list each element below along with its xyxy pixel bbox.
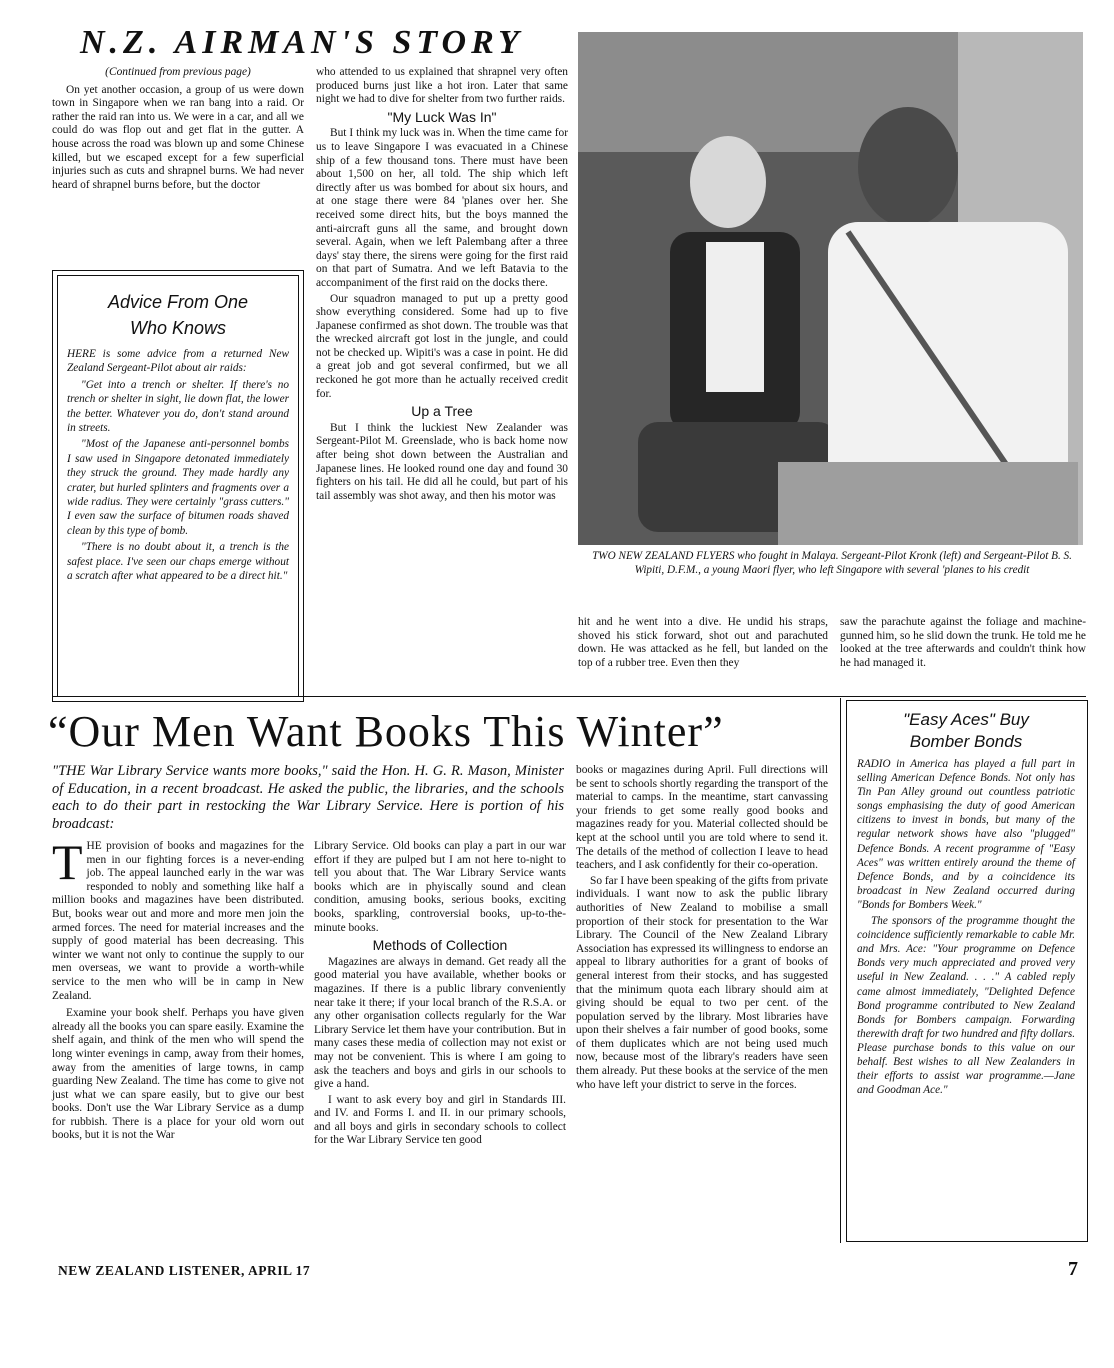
advice-title-line1: Advice From One [107,292,249,312]
aces-paragraph: The sponsors of the programme thought the coincidence sufficiently remarkable to cable Mr. and Mrs. Ace: "Your programme on Defence Bonds very much appreciated and proved very useful in New Zealand. . . ." A cabled reply came almost immediately, "Delighted Defence Bond programme contributed to New Zealand Bonds for Bombers campaign. Forwarding therewith draft for two hundred and fifty dollars. Please purchase bonds to this value on our behalf. Best wishes to all New Zealanders in their efforts to assist war programme.—Jane and Goodman Ace." [857,915,1075,1097]
books-paragraph: Magazines are always in demand. Get ready all the good material you have available, whether books or magazines. If there is a public library conveniently near take it there; if your local branch of the R.S.A. or any other organisation collects regularly for the War Library Service let them have your contribution. But in many cases these media of collection may not exist or may not be convenient. This is where I am going to ask the teachers and boys and girls in our schools to give a hand. [314,955,566,1091]
flyers-photo [578,32,1083,545]
advice-paragraph: "There is no doubt about it, a trench is the safest place. I've seen our chaps emerge without a scratch after what appeared to be a direct hit." [67,541,289,583]
advice-box [52,270,304,702]
page-number: 7 [1068,1258,1079,1280]
advice-paragraph: "Get into a trench or shelter. If there's no trench or shelter in sight, lie down flat, the lower the better. Whatever you do, don't stand around in streets. [67,378,289,435]
column-divider [840,698,841,1243]
subheading-methods: Methods of Collection [372,937,508,954]
subheading-luck: "My Luck Was In" [387,108,497,125]
books-column-1 [52,834,304,1145]
books-paragraph: Library Service. Old books can play a part in our war effort if they are pulped but I am not here to-night to tell you about that. The War Library Service wants books which are in phyiscally sound and clean condition, amusing books, serious books, exciting books, sparkling, controversial books, up-to-the-minute books. [314,840,566,934]
dropcap: T [52,834,83,890]
books-paragraph: Examine your book shelf. Perhaps you have given already all the books you can spare easily. Examine the shelf again, and think of the men who will spend the long winter evenings in camp, away from their homes, away from the amenities of large towns, in camp guarding New Zealand. The time has come to give not just what we can spare easily, but to give our best books. Don't use the War Library Service as a dump for rubbish. There is a place for your old worn out books, but it is not the War [52,1007,304,1142]
books-paragraph: I want to ask every boy and girl in Standards III. and IV. and Forms I. and II. in our primary schools, and all boys and girls in secondary schools to collect for the War Library Service ten good [314,1093,566,1147]
aces-paragraph: RADIO in America has played a full part in selling American Defence Bonds. Not only has Tin Pan Alley ground out countless patriotic songs emphasising the duty of good American citizens to invest in bonds, but many of the regular network shows have also "plugged" Defence Bonds. A recent programme of "Easy Aces" was written entirely around the theme of Defence Bonds, and by a coincidence its broadcast in New Zealand occurred during "Bonds for Bombers Week." [857,758,1075,911]
airman-column-1 [52,66,304,194]
books-lead: "THE War Library Service wants more books," said the Hon. H. G. R. Mason, Minister of Education, in a recent broadcast. He asked the public, the libraries, and the schools each to do their part in restocking the War Library Service. Here is portion of his broadcast: [52,763,564,832]
airman-column-4 [840,616,1086,672]
aces-title-line2: Bomber Bonds [909,732,1023,751]
books-headline: “Our Men Want Books This Winter” [48,707,724,756]
page-title: N.Z. AIRMAN'S STORY [80,24,524,61]
books-column-2 [314,840,566,1150]
flyers-photo-drawing [578,32,1083,545]
books-paragraph: So far I have been speaking of the gifts from private individuals. I want now to ask the public library authorities of New Zealand to mobilise a small proportion of their stock for presentation to the War Library. The Council of the New Zealand Library Association has expressed its willingness to endorse an appeal to library authorities for a grant of books of general interest from their stocks, and has suggested that the minimum quota each library should aim at giving should be equal to two per cent. of the population served by the library. Most libraries have upon their shelves a fair number of good books, some of them duplicates which are not being used much now, because most of the library's readers have seen them already. Put these books at the service of the men who have left your district to serve in the forces. [576,874,828,1091]
books-paragraph: books or magazines during April. Full directions will be sent to schools shortly regarding the transport of the material to camps. In the meantime, start canvassing your friends to get some really good books and magazines ready for you. Material collected should be kept at the school until you are told where to send it. The details of the method of collection I leave to head teachers, and I ask confidently for their co-operation. [576,764,828,872]
aces-title-line1: "Easy Aces" Buy [903,710,1029,729]
subheading-tree: Up a Tree [411,403,473,420]
books-column-3 [576,764,828,1094]
airman-column-3 [578,616,828,672]
advice-content [67,285,289,586]
airman-paragraph: But I think the luckiest New Zealander was Sergeant-Pilot M. Greenslade, who is back home now after being shot down between the Australian and Japanese lines. He looked round one day and found 30 fighters on his tail. He did all he could, but part of his tail assembly was shot away, and then his motor was [316,421,568,502]
airman-paragraph: But I think my luck was in. When the time came for us to leave Singapore I was evacuated in a Chinese ship of a few thousand tons. There must have been about 1,500 on her, all told. The ship which left directly after us was bombed for about six hours, and at one stage there were 84 'planes over her. She received some direct hits, but the boys manned the anti-aircraft guns all the same, and brought down several. Again, when we left Palembang after a three days' stay there, the sirens were going for the first raid on that part of Sumatra. And we left Batavia to the accompaniment of the first raid on the docks there. [316,127,568,289]
airman-column-2 [316,66,568,505]
footer-issue: NEW ZEALAND LISTENER, APRIL 17 [58,1263,311,1278]
advice-title-line2: Who Knows [129,318,227,338]
airman-paragraph: who attended to us explained that shrapnel very often produced burns just like a hot iron. Later that same night we had to dive for shelter from two further raids. [316,66,568,106]
easy-aces-content [857,709,1075,1099]
airman-paragraph: saw the parachute against the foliage and machine-gunned him, so he slid down the trunk. He told me he looked at the tree afterwards and couldn't think how he had managed it. [840,616,1086,669]
books-paragraph: HE provision of books and magazines for the men in our fighting forces is a never-ending job. The appeal launched early in the war was responded to nobly and something like half a million books and magazines have been distributed. But, books wear out and more and more men join the armed forces. The need for material increases and the supply of good material has been decreasing. This winter we want not only to continue the supply to our men overseas, we want to provide a worth-while service to the men who will be in camp in New Zealand. [52,840,304,1002]
section-divider [52,696,1086,697]
photo-caption: TWO NEW ZEALAND FLYERS who fought in Malaya. Sergeant-Pilot Kronk (left) and Sergeant-Pilot B. S. Wipiti, D.F.M., a young Maori flyer, who left Singapore with several 'planes to his credit [592,550,1072,576]
easy-aces-box [846,700,1088,1242]
airman-paragraph: Our squadron managed to put up a pretty good show everything considered. Some had up to five Japanese confirmed as shot down. The trouble was that the wrecked aircraft got lost in the jungle, and could not be checked up. Wipiti's was a case in point. He did a great job and got several confirmed, but we all reckoned he got more than he actually received credit for. [316,292,568,400]
airman-paragraph: hit and he went into a dive. He undid his straps, shoved his stick forward, shot out and parachuted down. He was attacked as he fell, but landed on the top of a rubber tree. Even then they [578,616,828,669]
advice-paragraph: HERE is some advice from a returned New Zealand Sergeant-Pilot about air raids: [67,348,289,375]
continued-note: (Continued from previous page) [105,66,251,78]
advice-paragraph: "Most of the Japanese anti-personnel bombs I saw used in Singapore detonated immediately they struck the ground. They made hardly any crater, but hurled splinters and fragments over a wide radius. They were certainly "grass cutters." I even saw the surface of bitumen roads shaved clean by this type of bomb. [67,438,289,537]
airman-paragraph: On yet another occasion, a group of us were down town in Singapore when we ran bang into a raid. Or rather the raid ran into us. We were in a car, and all we could do was flop out and get flat in the gutter. A house across the road was blown up and some Chinese killed, but we escaped except for a few superficial injuries such as cuts and shrapnel burns. We had never heard of shrapnel burns before, but the doctor [52,83,304,191]
